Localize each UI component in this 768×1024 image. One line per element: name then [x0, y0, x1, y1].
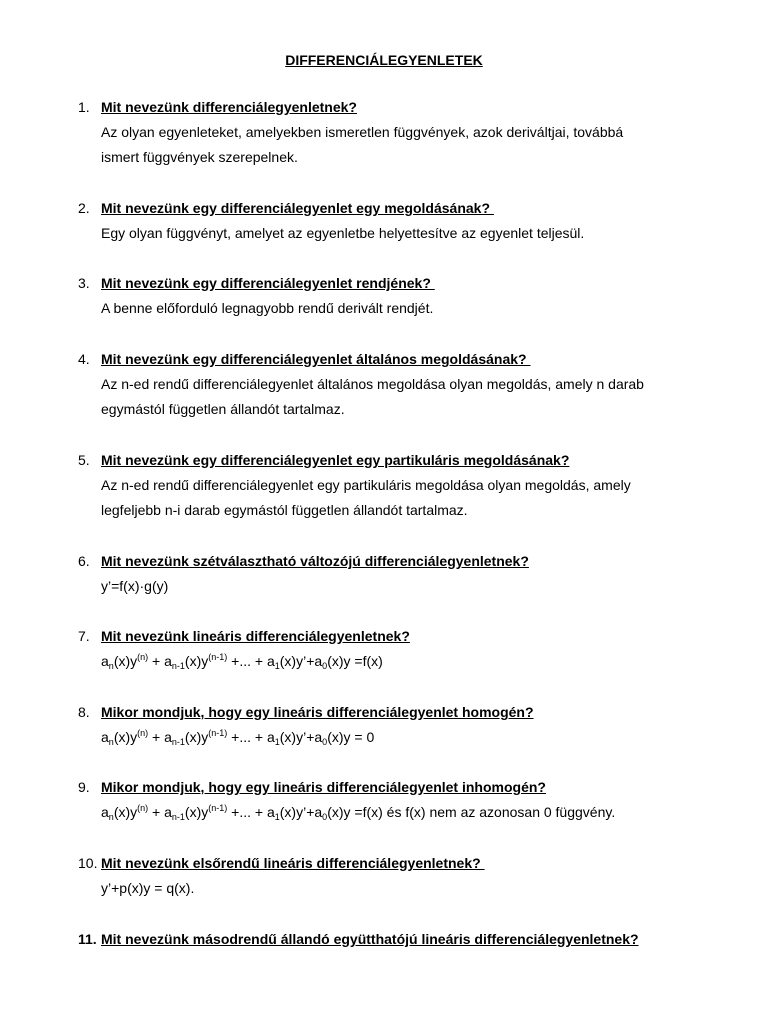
question-text: Mit nevezünk egy differenciálegyenlet egy partikuláris megoldásának? — [101, 452, 570, 468]
question-item-9 — [78, 775, 718, 825]
question-item-6 — [78, 549, 718, 599]
question-item-2 — [78, 196, 718, 246]
answer-formula: $a_n(x)y^{(n)} + a_{n-1}(x)y^{(n-1)}$ +... + $a_1(x)y’+a_0(x)y = 0$ — [101, 728, 375, 747]
question-item-8 — [78, 700, 718, 750]
answer-formula: $a_n(x)y^{(n)} + a_{n-1}(x)y^{(n-1)}$ +... + $a_1(x)y’+a_0(x)y =f(x)$ és f(x) nem az azonosan 0 függvény. — [101, 803, 616, 822]
question-text: Mit nevezünk differenciálegyenletnek? — [101, 99, 357, 115]
question-text: Mikor mondjuk, hogy egy lineáris differenciálegyenlet inhomogén? — [101, 779, 546, 795]
formula-tail: +... + $a_1(x)y’+a_0(x)y = 0$ — [227, 729, 375, 747]
item-number: 1. — [78, 99, 90, 115]
item-number: 11. — [78, 931, 97, 947]
question-item-4 — [78, 347, 718, 422]
page-title: DIFFERENCIÁLEGYENLETEK — [285, 52, 483, 68]
answer-line: Az n-ed rendű differenciálegyenlet általános megoldása olyan megoldás, amely n darab — [101, 376, 644, 392]
question-item-7 — [78, 624, 718, 674]
question-item-10 — [78, 851, 718, 901]
question-text: Mit nevezünk lineáris differenciálegyenletnek? — [101, 628, 410, 644]
question-item-5 — [78, 448, 718, 523]
formula-tail: +... + $a_1(x)y’+a_0(x)y =f(x)$ és f(x) nem az azonosan 0 függvény. — [227, 804, 616, 822]
item-number: 5. — [78, 452, 90, 468]
item-number: 3. — [78, 275, 90, 291]
question-text: Mit nevezünk másodrendű állandó együtthatójú lineáris differenciálegyenletnek? — [101, 931, 639, 947]
answer-formula: y’+p(x)y = q(x). — [101, 880, 195, 896]
formula-tail: +... + $a_1(x)y’+a_0(x)y =f(x)$ — [227, 653, 383, 671]
question-text: Mit nevezünk elsőrendű lineáris differenciálegyenletnek? — [101, 855, 485, 871]
question-text: Mit nevezünk egy differenciálegyenlet általános megoldásának? — [101, 351, 531, 367]
answer-line: Az olyan egyenleteket, amelyekben ismeretlen függvények, azok deriváltjai, továbbá — [101, 124, 624, 140]
item-number: 8. — [78, 704, 90, 720]
question-text: Mikor mondjuk, hogy egy lineáris differenciálegyenlet homogén? — [101, 704, 534, 720]
item-number: 10. — [78, 855, 98, 871]
answer-line: ismert függvények szerepelnek. — [101, 149, 298, 165]
question-text: Mit nevezünk egy differenciálegyenlet rendjének? — [101, 275, 435, 291]
answer-line: A benne előforduló legnagyobb rendű derivált rendjét. — [101, 300, 434, 316]
item-number: 9. — [78, 779, 90, 795]
question-text: Mit nevezünk egy differenciálegyenlet egy megoldásának? — [101, 200, 494, 216]
answer-line: egymástól független állandót tartalmaz. — [101, 401, 345, 417]
question-text: Mit nevezünk szétválasztható változójú differenciálegyenletnek? — [101, 553, 529, 569]
question-item-3 — [78, 271, 718, 321]
item-number: 4. — [78, 351, 90, 367]
answer-formula: $a_n(x)y^{(n)} + a_{n-1}(x)y^{(n-1)}$ +... + $a_1(x)y’+a_0(x)y =f(x)$ — [101, 652, 383, 671]
item-number: 2. — [78, 200, 90, 216]
answer-formula: y’=f(x)·g(y) — [101, 578, 169, 594]
answer-line: Egy olyan függvényt, amelyet az egyenletbe helyettesítve az egyenlet teljesül. — [101, 225, 585, 241]
answer-line: Az n-ed rendű differenciálegyenlet egy partikuláris megoldása olyan megoldás, amely — [101, 477, 631, 493]
item-number: 6. — [78, 553, 90, 569]
item-number: 7. — [78, 628, 90, 644]
question-item-1 — [78, 95, 718, 170]
answer-line: legfeljebb n-i darab egymástól független állandót tartalmaz. — [101, 502, 468, 518]
question-item-11 — [78, 927, 718, 952]
